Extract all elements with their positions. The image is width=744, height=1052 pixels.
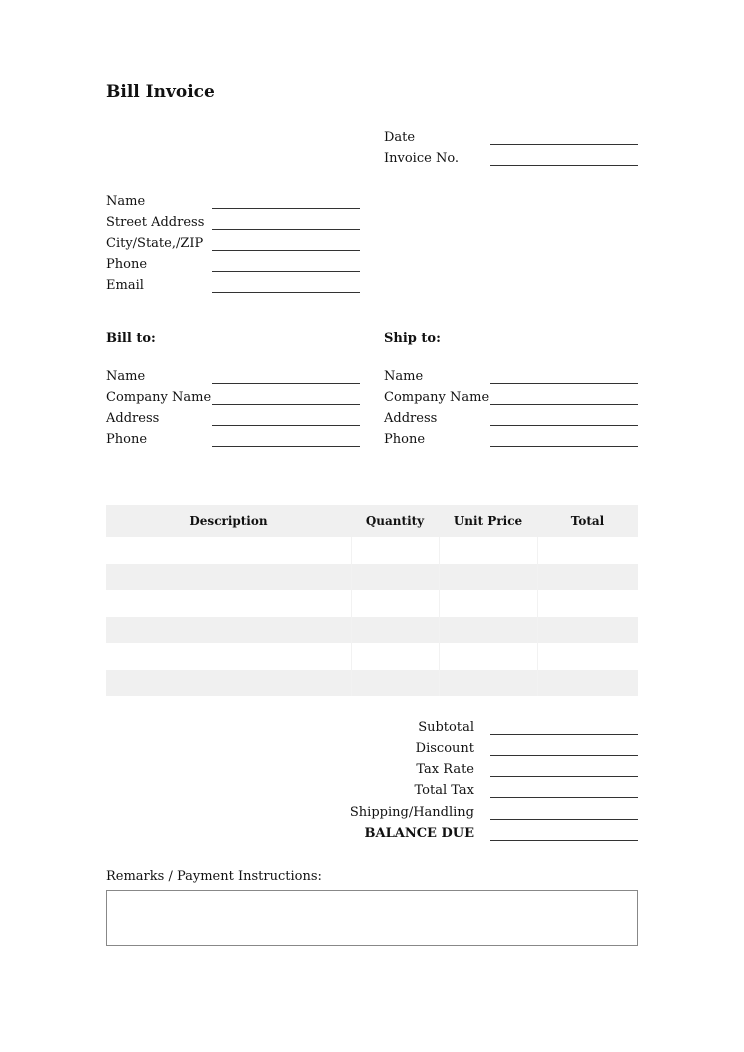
- total-cell[interactable]: [537, 670, 638, 697]
- bill-to-company-label: Company Name: [106, 390, 212, 405]
- unit-price-cell[interactable]: [439, 564, 537, 591]
- bill-to-heading: Bill to:: [106, 331, 156, 346]
- ship-to-address-row: [384, 410, 638, 430]
- tax-rate-label: Tax Rate: [416, 762, 474, 777]
- ship-to-heading: Ship to:: [384, 331, 441, 346]
- total-cell[interactable]: [537, 643, 638, 670]
- remarks-label: Remarks / Payment Instructions:: [106, 869, 322, 884]
- shipping-row: [300, 804, 638, 824]
- invoice-no-row: [384, 150, 638, 170]
- bill-to-name-row: [106, 368, 360, 388]
- sender-name-field[interactable]: [212, 208, 360, 209]
- sender-street-field[interactable]: [212, 229, 360, 230]
- bill-to-phone-label: Phone: [106, 432, 148, 447]
- sender-city-field[interactable]: [212, 250, 360, 251]
- discount-label: Discount: [415, 741, 474, 756]
- shipping-label: Shipping/Handling: [349, 805, 474, 820]
- sender-street-row: [106, 214, 360, 234]
- sender-phone-label: Phone: [106, 257, 148, 272]
- bill-to-address-label: Address: [106, 411, 160, 426]
- sender-name-label: Name: [106, 194, 146, 209]
- shipping-field[interactable]: [490, 819, 638, 820]
- total-tax-row: [300, 782, 638, 802]
- sender-email-label: Email: [106, 278, 144, 293]
- date-row: [384, 129, 638, 149]
- total-tax-field[interactable]: [490, 797, 638, 798]
- ship-to-address-label: Address: [384, 411, 438, 426]
- subtotal-row: [300, 719, 638, 739]
- invoice-no-label: Invoice No.: [384, 151, 460, 166]
- description-cell[interactable]: [106, 590, 351, 617]
- tax-rate-row: [300, 761, 638, 781]
- unit-price-cell[interactable]: [439, 670, 537, 697]
- ship-to-address-field[interactable]: [490, 425, 638, 426]
- description-header: Description: [106, 505, 351, 537]
- invoice-no-field[interactable]: [490, 165, 638, 166]
- table-row: [106, 564, 638, 591]
- ship-to-phone-label: Phone: [384, 432, 426, 447]
- ship-to-phone-row: [384, 431, 638, 451]
- ship-to-name-row: [384, 368, 638, 388]
- table-row: [106, 617, 638, 644]
- unit-price-cell[interactable]: [439, 617, 537, 644]
- sender-email-row: [106, 277, 360, 297]
- ship-to-name-label: Name: [384, 369, 424, 384]
- unit-price-cell[interactable]: [439, 590, 537, 617]
- quantity-header: Quantity: [351, 505, 439, 537]
- unit-price-header: Unit Price: [439, 505, 537, 537]
- total-cell[interactable]: [537, 537, 638, 564]
- total-cell[interactable]: [537, 590, 638, 617]
- balance-due-field[interactable]: [490, 840, 638, 841]
- description-cell[interactable]: [106, 670, 351, 697]
- description-cell[interactable]: [106, 643, 351, 670]
- quantity-cell[interactable]: [351, 670, 439, 697]
- unit-price-cell[interactable]: [439, 537, 537, 564]
- table-row: [106, 643, 638, 670]
- bill-to-company-field[interactable]: [212, 404, 360, 405]
- total-cell[interactable]: [537, 617, 638, 644]
- balance-due-label: BALANCE DUE: [364, 826, 474, 841]
- sender-phone-field[interactable]: [212, 271, 360, 272]
- subtotal-field[interactable]: [490, 734, 638, 735]
- remarks-box[interactable]: [106, 890, 638, 946]
- balance-due-row: [300, 825, 638, 845]
- total-header: Total: [537, 505, 638, 537]
- sender-street-label: Street Address: [106, 215, 205, 230]
- sender-city-label: City/State,/ZIP: [106, 236, 204, 251]
- ship-to-phone-field[interactable]: [490, 446, 638, 447]
- description-cell[interactable]: [106, 617, 351, 644]
- bill-to-name-field[interactable]: [212, 383, 360, 384]
- unit-price-cell[interactable]: [439, 643, 537, 670]
- ship-to-company-label: Company Name: [384, 390, 490, 405]
- sender-phone-row: [106, 256, 360, 276]
- sender-city-row: [106, 235, 360, 255]
- date-label: Date: [384, 130, 416, 145]
- tax-rate-field[interactable]: [490, 776, 638, 777]
- ship-to-company-row: [384, 389, 638, 409]
- date-field[interactable]: [490, 144, 638, 145]
- items-table: [106, 505, 638, 696]
- invoice-title: Bill Invoice: [106, 82, 215, 102]
- ship-to-company-field[interactable]: [490, 404, 638, 405]
- bill-to-phone-row: [106, 431, 360, 451]
- sender-email-field[interactable]: [212, 292, 360, 293]
- bill-to-name-label: Name: [106, 369, 146, 384]
- quantity-cell[interactable]: [351, 590, 439, 617]
- quantity-cell[interactable]: [351, 617, 439, 644]
- sender-name-row: [106, 193, 360, 213]
- table-row: [106, 590, 638, 617]
- bill-to-address-row: [106, 410, 360, 430]
- total-tax-label: Total Tax: [414, 783, 474, 798]
- quantity-cell[interactable]: [351, 564, 439, 591]
- table-row: [106, 670, 638, 697]
- subtotal-label: Subtotal: [418, 720, 474, 735]
- bill-to-phone-field[interactable]: [212, 446, 360, 447]
- bill-to-address-field[interactable]: [212, 425, 360, 426]
- bill-to-company-row: [106, 389, 360, 409]
- total-cell[interactable]: [537, 564, 638, 591]
- description-cell[interactable]: [106, 564, 351, 591]
- discount-field[interactable]: [490, 755, 638, 756]
- quantity-cell[interactable]: [351, 537, 439, 564]
- description-cell[interactable]: [106, 537, 351, 564]
- quantity-cell[interactable]: [351, 643, 439, 670]
- items-header-row: [106, 505, 638, 537]
- ship-to-name-field[interactable]: [490, 383, 638, 384]
- discount-row: [300, 740, 638, 760]
- table-row: [106, 537, 638, 564]
